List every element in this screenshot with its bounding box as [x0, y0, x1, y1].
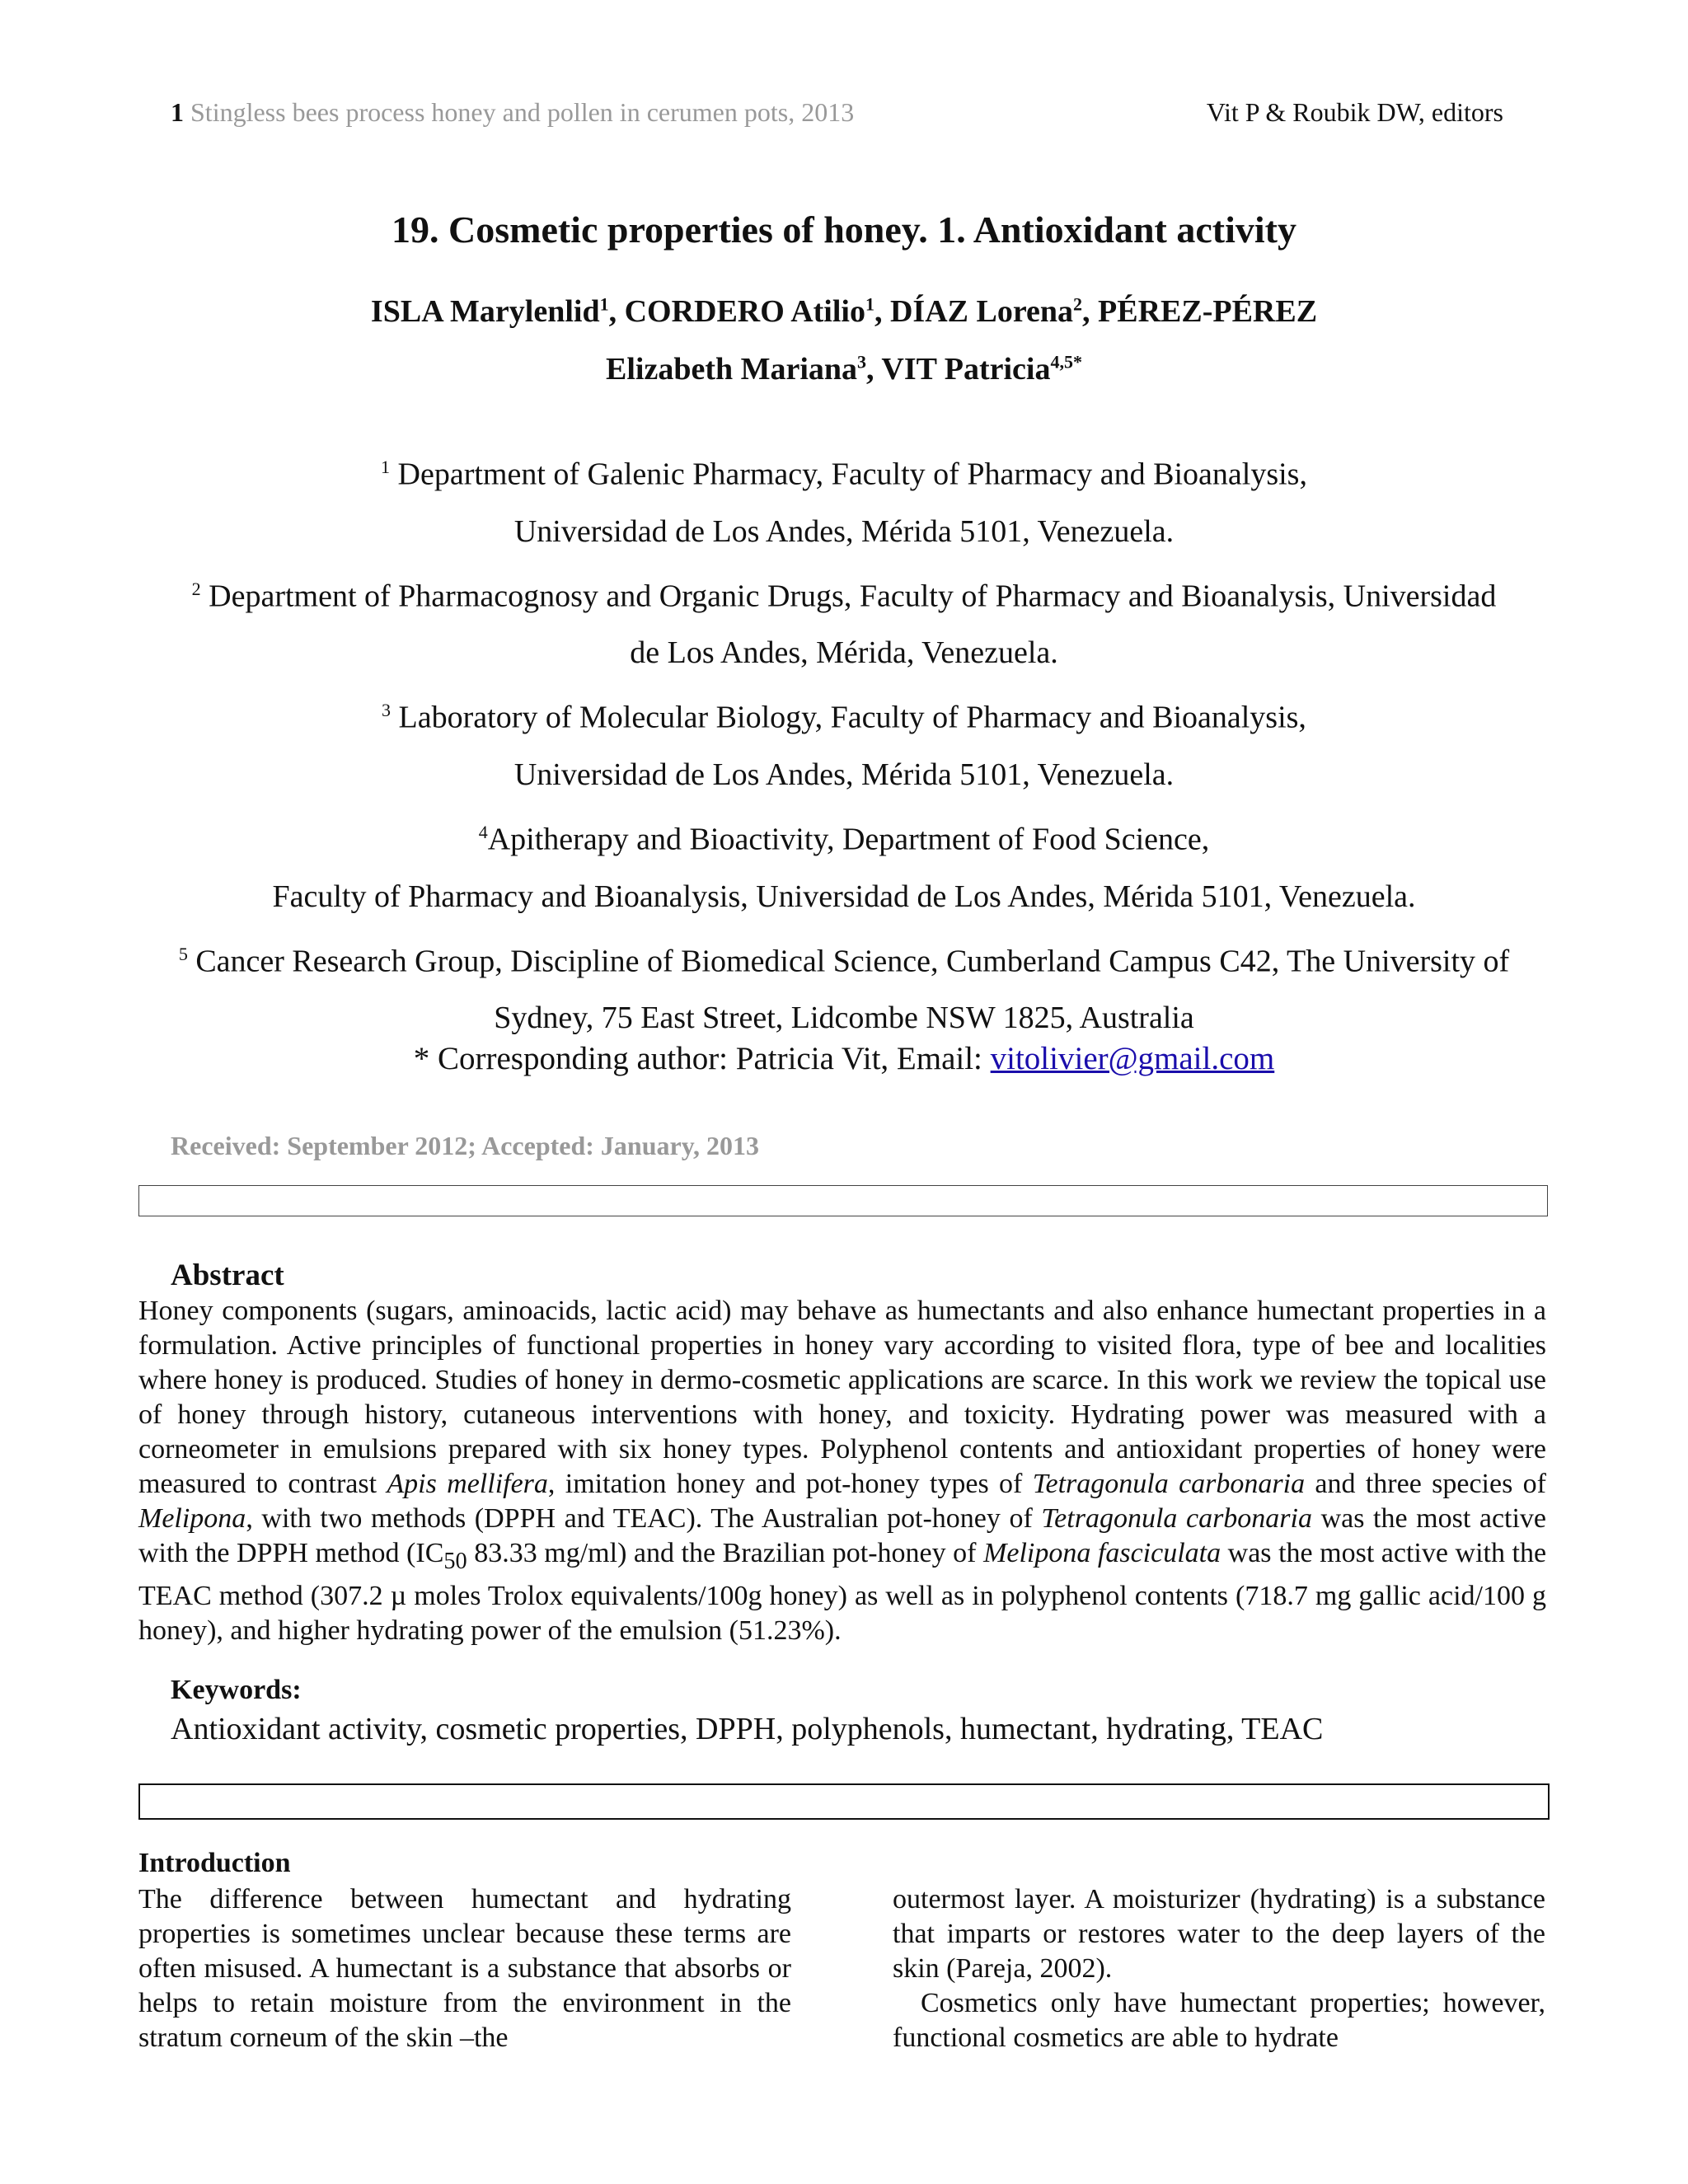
authors-line-2: Elizabeth Mariana$^3$, VIT Patricia$^{4,5*}$ — [606, 351, 1082, 387]
paragraph: The difference between humectant and hydrating properties is sometimes unclear because these terms are often misused. A humectant is a substance that absorbs or helps to retain moisture from the environment in the stratum corneum of the skin –the — [138, 1884, 791, 2053]
keywords-text: Antioxidant activity, cosmetic properties, DPPH, polyphenols, humectant, hydrating, TEAC — [171, 1712, 1324, 1746]
abstract-text: Honey components (sugars, aminoacids, lactic acid) may behave as humectants and also enhance humectant properties in a formulation. Active principles of functional properties in honey vary according to visited flora, type of bee and localities where honey is produced. Studies of honey in dermo-cosmetic applications are scarce. In this work we review the topical use of honey through history, cutaneous interventions with honey, and toxicity. Hydrating power was measured with a corneometer in emulsions prepared with six honey types. Polyphenol contents and antioxidant properties of honey were measured to contrast Apis mellifera, imitation honey and pot-honey types of Tetragonula carbonaria and three species of Melipona, with two methods (DPPH and TEAC). The Australian pot-honey of Tetragonula carbonaria was the most active with the DPPH method ($IC_{50}$ 83.33 mg/ml) and the Brazilian pot-honey of Melipona fasciculata was the most active with the TEAC method (307.2 µ moles Trolox equivalents/100g honey) as well as in polyphenol contents (718.7 mg gallic acid/100 g honey), and higher hydrating power of the emulsion (51.23%). — [138, 1296, 1547, 1646]
book-title: Stingless bees process honey and pollen in cerumen pots, 2013 — [190, 97, 855, 127]
species-name: Tetragonula carbonaria — [1041, 1503, 1312, 1534]
author-name-part: PÉREZ-PÉREZ — [1098, 294, 1318, 329]
author-name: DÍAZ Lorena — [889, 294, 1074, 329]
page-number: 1 — [171, 97, 184, 127]
author-name: CORDERO Atilio — [624, 294, 865, 329]
species-name: Melipona — [138, 1503, 246, 1534]
authors-line-1: ISLA Marylenlid$^1$, CORDERO Atilio$^1$, DÍAZ Lorena$^2$, PÉREZ-PÉREZ — [370, 293, 1318, 329]
author-name: ISLA Marylenlid — [370, 294, 600, 329]
species-name: Apis mellifera — [387, 1469, 548, 1499]
author-sup: 1 — [865, 293, 874, 315]
email-link[interactable]: vitolivier@gmail.com — [990, 1041, 1275, 1076]
author-sup: 3 — [857, 351, 867, 373]
corresponding-label: * Corresponding author: Patricia Vit, Email: — [413, 1041, 982, 1076]
species-name: Tetragonula carbonaria — [1032, 1469, 1306, 1499]
paragraph: Cosmetics only have humectant properties; however, functional cosmetics are able to hydrate — [893, 1988, 1545, 2053]
intro-column-1 — [138, 1882, 791, 2055]
author-sup: 1 — [599, 293, 609, 315]
affiliations — [124, 438, 1564, 1047]
keywords-heading: Keywords: — [171, 1675, 302, 1705]
affiliation: $^1$ Department of Galenic Pharmacy, Faculty of Pharmacy and Bioanalysis, Universidad de Los Andes, Mérida 5101, Venezuela. — [381, 457, 1307, 549]
author-name: VIT Patricia — [881, 352, 1051, 387]
affiliation: $^3$ Laboratory of Molecular Biology, Faculty of Pharmacy and Bioanalysis, Universidad de Los Andes, Mérida 5101, Venezuela. — [382, 700, 1306, 792]
paragraph: outermost layer. A moisturizer (hydrating) is a substance that imparts or restores water to the deep layers of the skin (Pareja, 2002). — [893, 1884, 1545, 1984]
species-name: Melipona fasciculata — [983, 1538, 1221, 1568]
introduction-heading: Introduction — [138, 1848, 291, 1878]
affiliation: $^5$ Cancer Research Group, Discipline of Biomedical Science, Cumberland Campus C42, The University of Sydney, 75 East Street, Lidcombe NSW 1825, Australia — [178, 943, 1510, 1036]
corresponding-author — [0, 1040, 1688, 1077]
divider-box — [138, 1783, 1550, 1820]
affiliation: $^4$Apitherapy and Bioactivity, Department of Food Science, Faculty of Pharmacy and Bioanalysis, Universidad de Los Andes, Mérida 5101, Venezuela. — [272, 821, 1416, 914]
intro-column-2 — [893, 1882, 1545, 2055]
editors: Vit P & Roubik DW, editors — [1206, 97, 1503, 127]
abstract-heading: Abstract — [171, 1258, 284, 1292]
paper-title: 19. Cosmetic properties of honey. 1. Antioxidant activity — [392, 209, 1296, 251]
divider-box — [138, 1185, 1548, 1216]
received-dates: Received: September 2012; Accepted: January, 2013 — [171, 1131, 759, 1160]
author-sup: 4,5* — [1050, 351, 1082, 373]
author-name-part: Elizabeth Mariana — [606, 352, 858, 387]
running-header — [171, 97, 854, 128]
affiliation: $^2$ Department of Pharmacognosy and Organic Drugs, Faculty of Pharmacy and Bioanalysis, Universidad de Los Andes, Mérida, Venezuela. — [191, 578, 1497, 671]
author-sup: 2 — [1073, 293, 1083, 315]
